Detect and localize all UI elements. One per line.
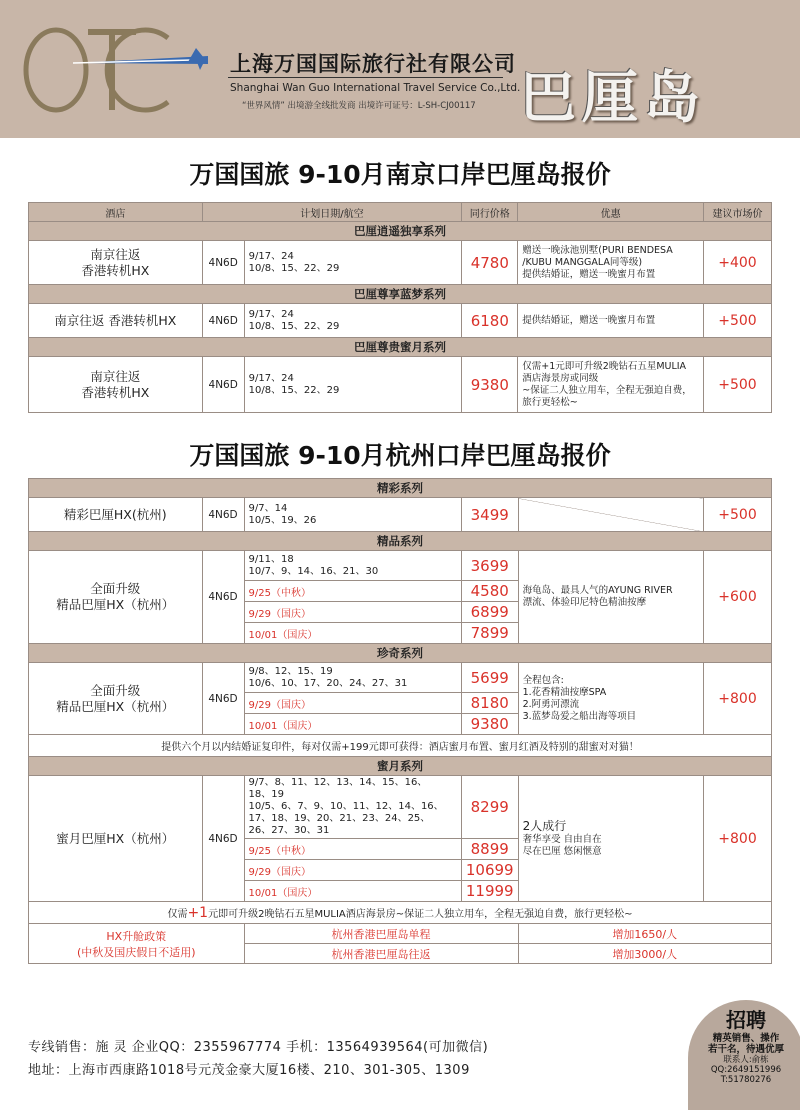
- mulia-note: 仅需+1元即可升级2晚钻石五星MULIA酒店海景房~保证二人独立用车，全程无强迫自费，旅行更轻松~: [29, 902, 772, 924]
- price-cell: 9380: [462, 357, 518, 413]
- perk-cell: 赠送一晚泳池别墅(PURI BENDESA /KUBU MANGGALA同等级) 提供结婚证，赠送一晚蜜月布置: [518, 241, 704, 285]
- price-cell: 4580: [461, 581, 518, 602]
- market-cell: +800: [704, 663, 772, 735]
- table-row: [29, 241, 772, 285]
- perk-cell: 仅需+1元即可升级2晚钻石五星MULIA 酒店海景房或同级 ~保证二人独立用车，全程无强迫自费， 旅行更轻松~: [518, 357, 704, 413]
- upgrade-fee: 增加3000/人: [518, 944, 771, 964]
- recruit-contact: 联系人:俞栋: [723, 1055, 769, 1065]
- dates-cell: 9/17、24 10/8、15、22、29: [244, 357, 462, 413]
- destination-title: 巴厘岛: [520, 66, 706, 131]
- price-cell: 6899: [461, 602, 518, 623]
- table-row: [29, 663, 772, 693]
- nights-cell: 4N6D: [202, 776, 244, 902]
- company-name-cn: 上海万国国际旅行社有限公司: [230, 52, 516, 76]
- dates-cell: 9/7、14 10/5、19、26: [244, 498, 461, 532]
- dates-cell: 9/8、12、15、19 10/6、10、17、20、24、27、31: [244, 663, 461, 693]
- market-cell: +800: [704, 776, 772, 902]
- hotel-cell: 蜜月巴厘HX（杭州）: [29, 776, 203, 902]
- company-name-en: Shanghai Wan Guo International Travel Service Co.,Ltd.: [230, 82, 521, 94]
- market-cell: +500: [704, 357, 772, 413]
- nights-cell: 4N6D: [202, 241, 244, 285]
- dates-cell: 9/25（中秋）: [244, 839, 461, 860]
- otc-logo: [18, 18, 208, 118]
- series-row: 巴厘尊贵蜜月系列: [29, 338, 772, 357]
- nights-cell: 4N6D: [202, 357, 244, 413]
- dates-cell: 9/17、24 10/8、15、22、29: [244, 304, 462, 338]
- col-market: 建议市场价: [704, 203, 772, 222]
- market-cell: +400: [704, 241, 772, 285]
- address: 地址：上海市西康路1018号元茂金豪大厦16楼、210、301-305、1309: [28, 1063, 470, 1078]
- hotel-cell: 全面升级 精品巴厘HX（杭州）: [29, 551, 203, 644]
- dates-cell: 10/01（国庆）: [244, 881, 461, 902]
- nights-cell: 4N6D: [202, 304, 244, 338]
- hotel-cell: 全面升级 精品巴厘HX（杭州）: [29, 663, 203, 735]
- hotel-cell: 精彩巴厘HX(杭州): [29, 498, 203, 532]
- perk-cell: 2人成行 奢华享受 自由自在 尽在巴厘 悠闲惬意: [518, 776, 703, 902]
- nights-cell: 4N6D: [202, 663, 244, 735]
- series-row: 巴厘尊享蓝梦系列: [29, 285, 772, 304]
- dates-cell: 9/29（国庆）: [244, 860, 461, 881]
- wedding-note: 提供六个月以内结婚证复印件，每对仅需+199元即可获得：酒店蜜月布置、蜜月红酒及特别的甜蜜对对猫！: [29, 735, 772, 757]
- dates-cell: 9/17、24 10/8、15、22、29: [244, 241, 462, 285]
- hangzhou-table: [28, 478, 772, 964]
- perk-cell: 提供结婚证，赠送一晚蜜月布置: [518, 304, 704, 338]
- nights-cell: 4N6D: [202, 551, 244, 644]
- price-cell: 8180: [461, 693, 518, 714]
- price-cell: 8299: [461, 776, 518, 839]
- nights-cell: 4N6D: [202, 498, 244, 532]
- table-row: [29, 498, 772, 532]
- sales-contact: 专线销售：施 灵 企业QQ：2355967774 手机：13564939564(可加微信): [28, 1040, 489, 1055]
- perk-cell: 海龟岛、最具人气的AYUNG RIVER 漂流、体验印尼特色精油按摩: [518, 551, 703, 644]
- upgrade-fee: 增加1650/人: [518, 924, 771, 944]
- market-cell: +600: [704, 551, 772, 644]
- table-header: [29, 203, 772, 222]
- price-cell: 11999: [461, 881, 518, 902]
- recruit-tel: T:51780276: [720, 1075, 772, 1085]
- dates-cell: 9/25（中秋）: [244, 581, 461, 602]
- market-cell: +500: [704, 304, 772, 338]
- price-cell: 9380: [461, 714, 518, 735]
- hotel-cell: 南京往返 香港转机HX: [29, 304, 203, 338]
- hotel-cell: 南京往返 香港转机HX: [29, 241, 203, 285]
- price-cell: 7899: [461, 623, 518, 644]
- price-cell: 3699: [461, 551, 518, 581]
- series-row: 珍奇系列: [29, 644, 772, 663]
- price-cell: 3499: [461, 498, 518, 532]
- table-row: [29, 357, 772, 413]
- recruit-badge: [688, 1000, 800, 1110]
- empty-perk-cell: [518, 498, 703, 532]
- series-row: 精品系列: [29, 532, 772, 551]
- license-text: “世界风情” 出境游全线批发商 出境许可证号：L-SH-CJ00117: [242, 101, 476, 111]
- divider: [228, 77, 503, 78]
- price-cell: 6180: [462, 304, 518, 338]
- recruit-qq: QQ:2649151996: [710, 1065, 782, 1075]
- dates-cell: 9/11、18 10/7、9、14、16、21、30: [244, 551, 461, 581]
- price-cell: 5699: [461, 663, 518, 693]
- col-price: 同行价格: [462, 203, 518, 222]
- price-cell: 10699: [461, 860, 518, 881]
- dates-cell: 9/7、8、11、12、13、14、15、16、 18、19 10/5、6、7、9、10、11、12、14、16、 17、18、19、20、21、23、24、25、 26、27、30、31: [244, 776, 461, 839]
- hangzhou-title: 万国国旅 9-10月杭州口岸巴厘岛报价: [189, 441, 611, 470]
- recruit-title: 招聘: [726, 1008, 766, 1032]
- nanjing-table: [28, 202, 772, 413]
- price-cell: 8899: [461, 839, 518, 860]
- dates-cell: 9/29（国庆）: [244, 602, 461, 623]
- series-row: 巴厘逍遥独享系列: [29, 222, 772, 241]
- upgrade-route: 杭州香港巴厘岛单程: [244, 924, 518, 944]
- table-row: [29, 304, 772, 338]
- recruit-line: 精英销售、操作: [712, 1033, 780, 1044]
- upgrade-label: HX升舱政策 (中秋及国庆假日不适用): [29, 924, 245, 964]
- nanjing-title: 万国国旅 9-10月南京口岸巴厘岛报价: [189, 160, 611, 189]
- upgrade-row: [29, 924, 772, 944]
- recruit-line: 若干名，待遇优厚: [707, 1044, 784, 1055]
- table-row: [29, 551, 772, 581]
- price-cell: 4780: [462, 241, 518, 285]
- series-row: 精彩系列: [29, 479, 772, 498]
- dates-cell: 10/01（国庆）: [244, 623, 461, 644]
- header: [0, 0, 800, 138]
- upgrade-route: 杭州香港巴厘岛往返: [244, 944, 518, 964]
- note-row: [29, 735, 772, 757]
- table-row: [29, 776, 772, 839]
- market-cell: +500: [704, 498, 772, 532]
- dates-cell: 9/29（国庆）: [244, 693, 461, 714]
- hotel-cell: 南京往返 香港转机HX: [29, 357, 203, 413]
- series-row: 蜜月系列: [29, 757, 772, 776]
- perk-cell: 全程包含: 1.花香精油按摩SPA 2.阿勇河漂流 3.蓝梦岛爱之船出海等项目: [518, 663, 703, 735]
- col-hotel: 酒店: [29, 203, 203, 222]
- dates-cell: 10/01（国庆）: [244, 714, 461, 735]
- col-perk: 优惠: [518, 203, 704, 222]
- col-dates: 计划日期/航空: [202, 203, 462, 222]
- note-row: [29, 902, 772, 924]
